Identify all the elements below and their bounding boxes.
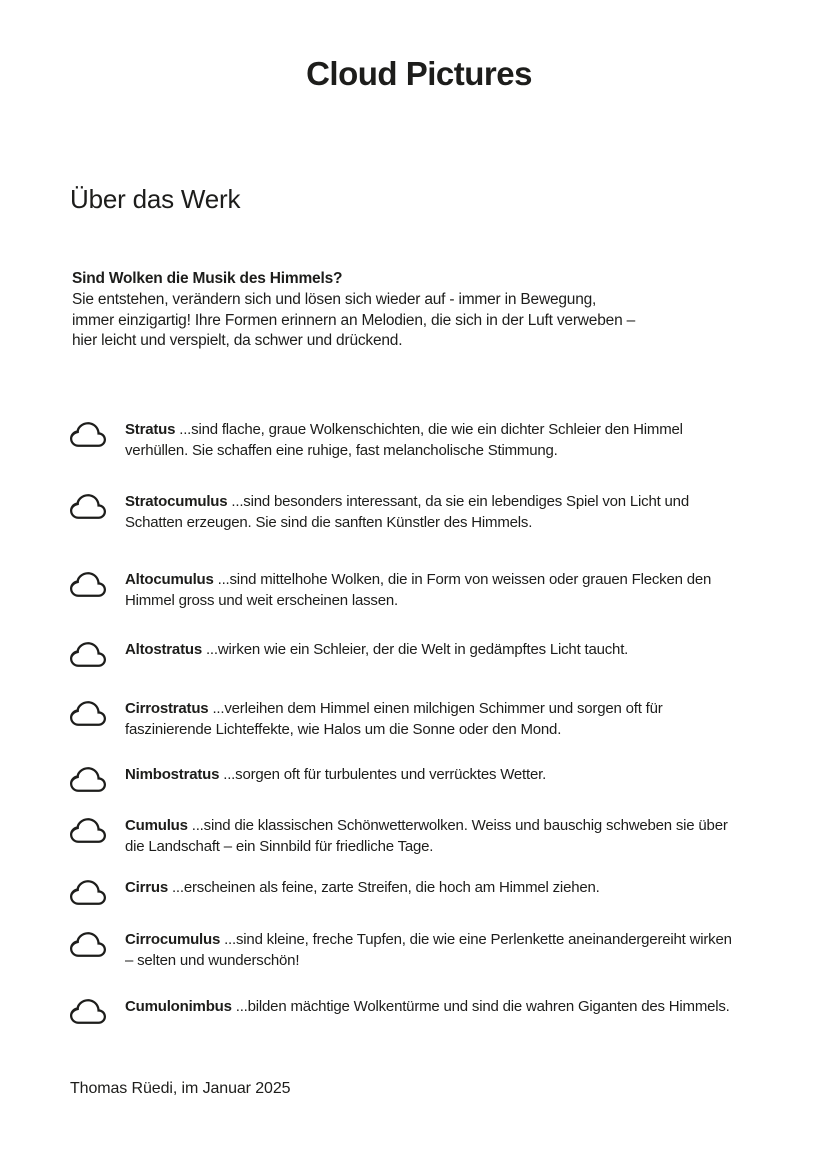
- cloud-description-text: ...erscheinen als feine, zarte Streifen, die hoch am Himmel ziehen.: [171, 879, 600, 896]
- cloud-description-text: ...sind die klassischen Schönwetterwolken. Weiss und bauschig schweben sie über die Landschaft – ein Sinnbild für friedliche Tage.: [125, 817, 728, 855]
- cloud-description: [125, 930, 737, 971]
- cloud-description-text: ...verleihen dem Himmel einen milchigen Schimmer und sorgen oft für faszinierende Lichteffekte, wie Halos um die Sonne oder den Mond.: [125, 700, 663, 738]
- cloud-list-item-nimbostratus: [70, 765, 750, 792]
- cloud-description-text: ...sorgen oft für turbulentes und verrücktes Wetter.: [223, 766, 547, 783]
- cloud-list-item-cumulus: [70, 816, 750, 857]
- intro-question: Sind Wolken die Musik des Himmels?: [72, 270, 343, 287]
- cloud-description: [125, 878, 737, 899]
- cloud-label: Stratocumulus: [125, 493, 228, 510]
- intro-line: Sie entstehen, verändern sich und lösen sich wieder auf - immer in Bewegung,: [72, 290, 597, 308]
- cloud-description-text: ...bilden mächtige Wolkentürme und sind die wahren Giganten des Himmels.: [235, 998, 730, 1015]
- cloud-description: [125, 492, 737, 533]
- cloud-label: Cirrus: [125, 879, 168, 896]
- cloud-label: Cirrostratus: [125, 700, 209, 717]
- cloud-description-text: ...sind besonders interessant, da sie ein lebendiges Spiel von Licht und Schatten erzeugen. Sie sind die sanften Künstler des Himmels.: [125, 493, 689, 531]
- cloud-label: Cumulonimbus: [125, 998, 232, 1015]
- cloud-icon: [70, 997, 125, 1024]
- cloud-description: [125, 640, 737, 661]
- cloud-list-item-cirrus: [70, 878, 750, 905]
- cloud-description: [125, 816, 737, 857]
- cloud-label: Stratus: [125, 421, 176, 438]
- cloud-description: [125, 699, 737, 740]
- cloud-icon: [70, 492, 125, 519]
- intro-paragraph: [72, 269, 712, 352]
- cloud-description: [125, 765, 737, 786]
- page-title: Cloud Pictures: [306, 55, 532, 92]
- cloud-icon: [70, 878, 125, 905]
- cloud-list-item-cirrostratus: [70, 699, 750, 740]
- cloud-label: Altostratus: [125, 641, 202, 658]
- cloud-description-text: ...sind mittelhohe Wolken, die in Form von weissen oder grauen Flecken den Himmel gross und weit erscheinen lassen.: [125, 571, 712, 609]
- cloud-list-item-cirrocumulus: [70, 930, 750, 971]
- cloud-label: Cumulus: [125, 817, 188, 834]
- footer-credit: Thomas Rüedi, im Januar 2025: [70, 1080, 291, 1097]
- cloud-icon: [70, 699, 125, 726]
- cloud-label: Nimbostratus: [125, 766, 220, 783]
- cloud-list-item-altostratus: [70, 640, 750, 667]
- intro-line: immer einzigartig! Ihre Formen erinnern an Melodien, die sich in der Luft verweben –: [72, 311, 636, 329]
- cloud-icon: [70, 420, 125, 447]
- cloud-description: [125, 420, 737, 461]
- cloud-description: [125, 570, 737, 611]
- cloud-list-item-cumulonimbus: [70, 997, 750, 1024]
- cloud-list-item-stratus: [70, 420, 750, 461]
- cloud-description-text: ...sind kleine, freche Tupfen, die wie eine Perlenkette aneinandergereiht wirken – selten und wunderschön!: [125, 931, 732, 969]
- intro-line: hier leicht und verspielt, da schwer und drückend.: [72, 332, 403, 350]
- cloud-list-item-altocumulus: [70, 570, 750, 611]
- cloud-icon: [70, 930, 125, 957]
- cloud-icon: [70, 640, 125, 667]
- section-heading: Über das Werk: [70, 184, 241, 214]
- cloud-description-text: ...wirken wie ein Schleier, der die Welt in gedämpftes Licht taucht.: [205, 641, 629, 658]
- cloud-description-text: ...sind flache, graue Wolkenschichten, die wie ein dichter Schleier den Himmel verhüllen. Sie schaffen eine ruhige, fast melancholische Stimmung.: [125, 421, 683, 459]
- cloud-icon: [70, 570, 125, 597]
- cloud-list-item-stratocumulus: [70, 492, 750, 533]
- cloud-icon: [70, 765, 125, 792]
- cloud-icon: [70, 816, 125, 843]
- cloud-label: Altocumulus: [125, 571, 214, 588]
- cloud-description: [125, 997, 737, 1018]
- cloud-label: Cirrocumulus: [125, 931, 221, 948]
